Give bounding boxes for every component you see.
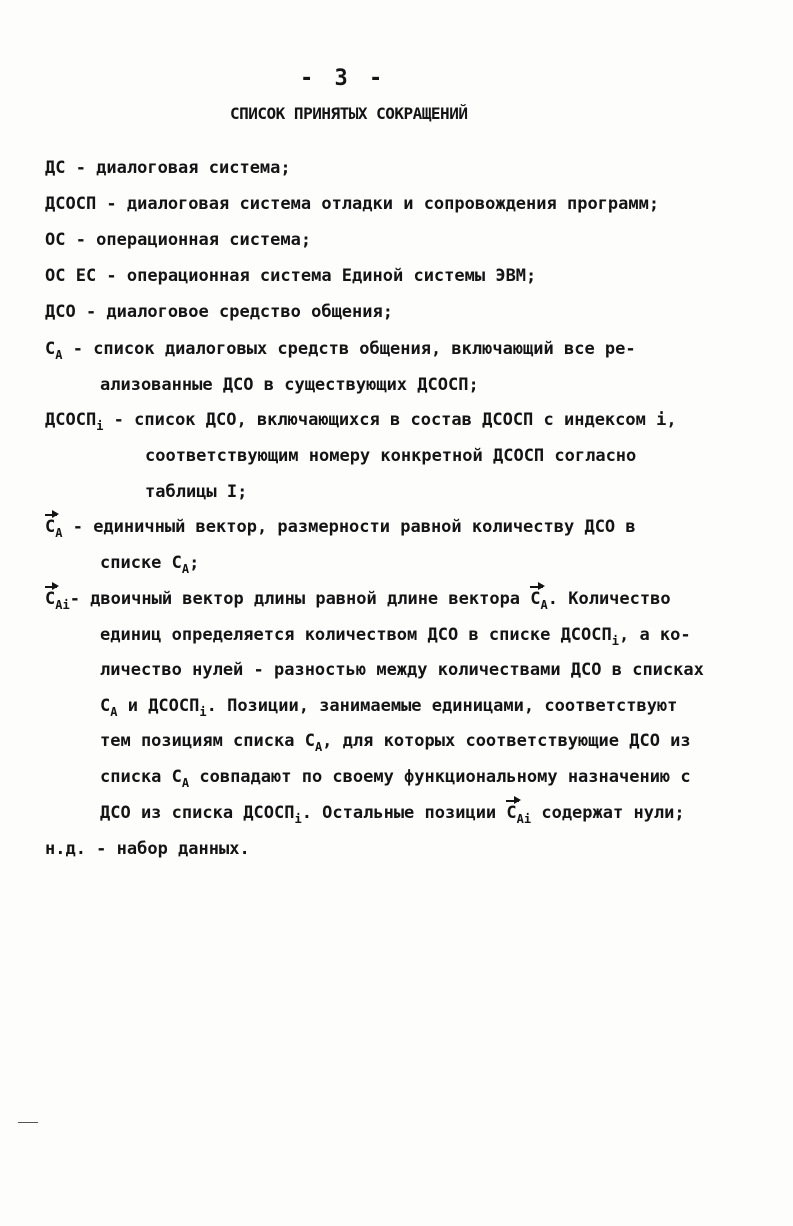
vcai-line4-sub2: i (199, 705, 207, 719)
entry-dsospi-line3: таблицы I; (145, 482, 248, 502)
vca-line2-sub: A (181, 562, 190, 576)
vca-line2-end: ; (189, 553, 200, 573)
page-number: - 3 - (300, 66, 387, 91)
vcai-line5-sub: A (314, 740, 323, 754)
vector-cai-symbol: C (45, 589, 56, 609)
margin-mark (18, 1122, 38, 1123)
entry-dsosp: ДСОСП - диалоговая система отладки и сопровождения программ; (45, 194, 660, 214)
vcai-line1-end: . Количество (547, 589, 671, 609)
vcai-line7-mid: . Остальные позиции (301, 803, 507, 823)
entry-oses: ОС ЕС - операционная система Единой системы ЭВМ; (45, 266, 537, 286)
entry-vcai-line2 (100, 625, 691, 648)
entry-dsospi-line2: соответствующим номеру конкретной ДСОСП согласно (145, 446, 637, 466)
entry-ds: ДС - диалоговая система; (45, 158, 291, 178)
entry-dso: ДСО - диалоговое средство общения; (45, 302, 393, 322)
vcai-line5-text: тем позициям списка C (100, 731, 315, 751)
vcai-line1-csub: A (540, 598, 548, 612)
entry-vcai-line3: личество нулей - разностью между количествами ДСО в списках (100, 660, 704, 680)
entry-dsospi (45, 410, 677, 433)
vcai-line4-text: и ДСОСП (117, 696, 200, 716)
vcai-line4-sub1: A (110, 705, 118, 719)
vcai-line6-end: совпадают по своему функциональному назначению с (189, 767, 691, 787)
vcai-line6-text: списка C (100, 767, 182, 787)
entry-os: ОС - операционная система; (45, 230, 312, 250)
entry-vca-sub: A (55, 526, 63, 540)
vector-ca-inline: C (530, 589, 541, 609)
entry-vcai-line4 (100, 696, 678, 719)
entry-nd: н.д. - набор данных. (45, 839, 250, 859)
page-title: СПИСОК ПРИНЯТЫХ СОКРАЩЕНИЙ (230, 104, 468, 123)
vca-line2-text: списке C (100, 553, 182, 573)
entry-vcai-line7 (100, 803, 685, 826)
vcai-line7-sub: i (294, 812, 302, 826)
entry-vcai-sub: Ai (55, 598, 70, 612)
entry-ca-line2: ализованные ДСО в существующих ДСОСП; (100, 375, 479, 395)
vector-ca-symbol: C (45, 517, 56, 537)
entry-dsospi-line1: - список ДСО, включающихся в состав ДСОСП с индексом i, (103, 410, 677, 430)
entry-vca (45, 517, 636, 540)
vcai-line7-csub: Ai (516, 812, 532, 826)
entry-ca-line1: - список диалоговых средств общения, включающий все ре- (62, 339, 636, 359)
vcai-line5-end: , для которых соответствующие ДСО из (322, 731, 691, 751)
vector-cai-inline: C (506, 803, 517, 823)
entry-vcai-line5 (100, 731, 691, 754)
entry-ca (45, 339, 636, 362)
entry-ca-sub: A (55, 348, 63, 362)
vcai-line7-end: содержат нули; (531, 803, 685, 823)
vcai-line4-c: C (100, 696, 111, 716)
entry-ca-term: C (45, 339, 56, 359)
entry-dsospi-sub: i (96, 419, 104, 433)
vcai-line7-text: ДСО из списка ДСОСП (100, 803, 295, 823)
entry-vcai (45, 589, 671, 612)
vcai-line2-text: единиц определяется количеством ДСО в списке ДСОСП (100, 625, 612, 645)
entry-dsospi-term: ДСОСП (45, 410, 97, 430)
vcai-line4-end: . Позиции, занимаемые единицами, соответствуют (206, 696, 678, 716)
entry-vca-line2 (100, 553, 200, 576)
vcai-line2-sub: i (611, 634, 619, 648)
vcai-line2-end: , а ко- (618, 625, 691, 645)
entry-vca-line1: - единичный вектор, размерности равной количеству ДСО в (62, 517, 636, 537)
vcai-line6-sub: A (181, 776, 190, 790)
vcai-line1-text: - двоичный вектор длины равной длине вектора (69, 589, 531, 609)
entry-vcai-line6 (100, 767, 691, 790)
